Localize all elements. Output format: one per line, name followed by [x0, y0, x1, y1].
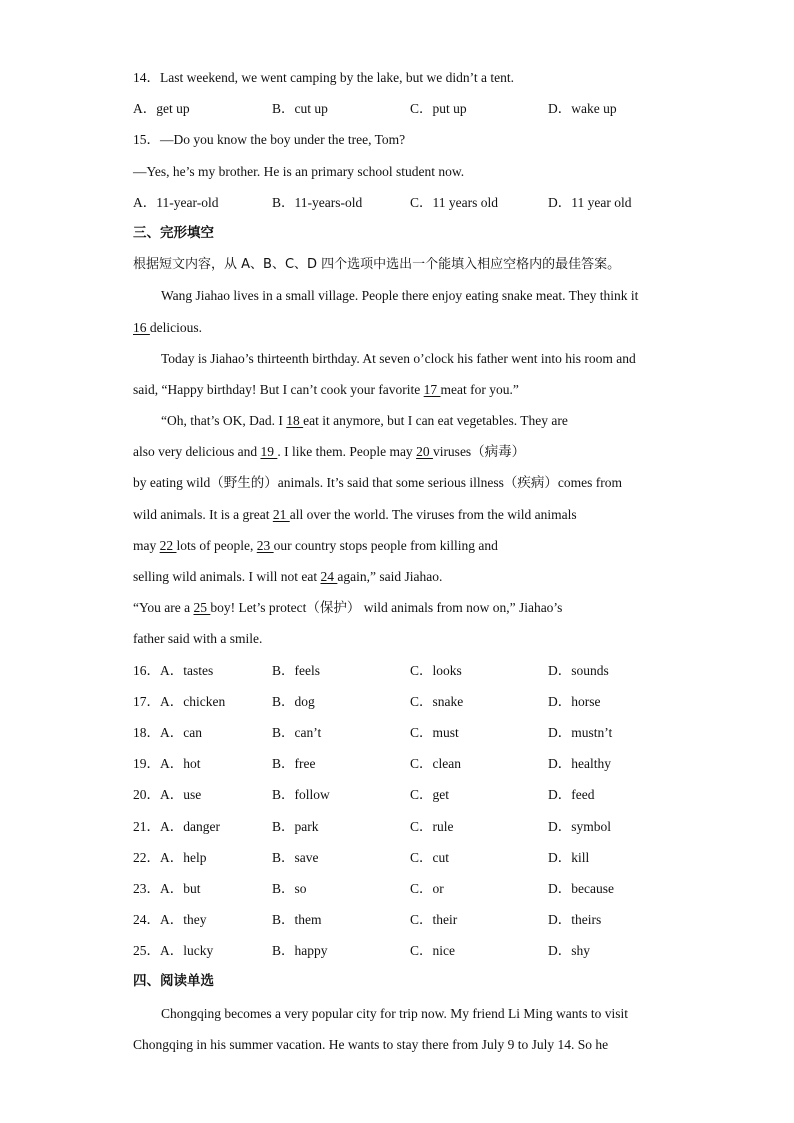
cloze-options-list — [133, 655, 663, 967]
option-text: D．healthy — [548, 756, 611, 772]
option-c — [410, 779, 449, 810]
question-14-stem: 14．Last weekend, we went camping by the lake, but we didn’t a tent. — [133, 70, 515, 85]
blank-22: 22 — [159, 537, 177, 553]
option-d: D．wake up — [548, 101, 617, 117]
option-text: A．can — [160, 724, 202, 740]
option-a: A．11-year-old — [133, 194, 219, 210]
option-text: B．so — [272, 880, 307, 896]
option-c: C．put up — [410, 101, 467, 117]
option-text: A．chicken — [160, 693, 226, 709]
option-a — [133, 904, 207, 935]
question-number: 23． — [133, 880, 160, 896]
blank-19: 19 — [260, 444, 278, 460]
option-text: A．but — [160, 880, 201, 896]
question-15-reply: —Yes, he’s my brother. He is an primary school student now. — [133, 163, 465, 179]
passage-line: selling wild animals. I will not eat 24 again,” said Jiahao. — [133, 569, 443, 584]
option-text: C．their — [410, 912, 458, 928]
passage-line: also very delicious and 19 . I like them. People may 20 viruses（病毒） — [133, 444, 526, 460]
cloze-option-row — [133, 842, 663, 873]
option-text: C．snake — [410, 693, 464, 709]
question-14-options — [133, 93, 663, 124]
blank-20: 20 — [416, 444, 433, 460]
passage-line: Wang Jiahao lives in a small village. People there enjoy eating snake meat. They think it — [161, 288, 639, 304]
cloze-option-row — [133, 717, 663, 748]
option-b: B．11-years-old — [272, 194, 363, 210]
question-number: 20． — [133, 787, 160, 803]
option-text: A．use — [160, 787, 202, 803]
option-c — [410, 717, 459, 748]
option-text: D．mustn’t — [548, 724, 613, 740]
option-b — [272, 779, 330, 810]
option-a — [133, 935, 213, 966]
option-c — [410, 873, 444, 904]
option-a — [133, 842, 207, 873]
option-c — [410, 904, 457, 935]
option-c — [410, 842, 449, 873]
option-b — [272, 842, 319, 873]
option-a — [133, 779, 201, 810]
question-number: 21． — [133, 818, 160, 834]
option-text: C．get — [410, 787, 449, 803]
cloze-option-row — [133, 748, 663, 779]
question-number: 24． — [133, 912, 160, 928]
option-d — [548, 717, 612, 748]
option-c — [410, 655, 462, 686]
option-d — [548, 873, 614, 904]
option-d — [548, 904, 601, 935]
passage-line: Chongqing becomes a very popular city for trip now. My friend Li Ming wants to visit — [161, 1005, 629, 1021]
option-b — [272, 873, 307, 904]
option-a — [133, 686, 225, 717]
option-text: D．symbol — [548, 818, 612, 834]
cloze-option-row — [133, 873, 663, 904]
question-15-stem: 15．—Do you know the boy under the tree, Tom? — [133, 132, 406, 148]
option-text: C．looks — [410, 662, 462, 678]
option-d — [548, 686, 601, 717]
option-b — [272, 811, 319, 842]
option-text: C．clean — [410, 756, 461, 772]
option-text: B．can’t — [272, 724, 322, 740]
blank-24: 24 — [320, 569, 338, 584]
option-text: C．rule — [410, 818, 454, 834]
option-text: A．tastes — [160, 662, 214, 678]
option-c — [410, 686, 463, 717]
option-b — [272, 904, 322, 935]
passage-line: wild animals. It is a great 21 all over the world. The viruses from the wild animals — [133, 506, 577, 522]
option-text: D．because — [548, 880, 614, 896]
cloze-option-row — [133, 811, 663, 842]
option-text: C．must — [410, 724, 459, 740]
cloze-option-row — [133, 686, 663, 717]
option-c — [410, 811, 454, 842]
option-c: C．11 years old — [410, 194, 498, 210]
blank-21: 21 — [272, 506, 290, 522]
passage-line: 16 delicious. — [133, 319, 202, 335]
option-b — [272, 686, 315, 717]
option-text: A．help — [160, 849, 207, 865]
option-c — [410, 935, 455, 966]
option-b — [272, 655, 320, 686]
option-text: D．sounds — [548, 662, 609, 678]
blank-16: 16 — [133, 319, 150, 335]
cloze-option-row — [133, 904, 663, 935]
question-number: 19． — [133, 756, 160, 772]
section-3-heading: 三、完形填空 — [133, 224, 214, 241]
option-a — [133, 717, 202, 748]
option-text: B．them — [272, 912, 322, 928]
option-b — [272, 935, 328, 966]
option-b: B．cut up — [272, 101, 328, 117]
option-d: D．11 year old — [548, 194, 632, 210]
option-text: A．they — [160, 912, 207, 928]
option-text: C．or — [410, 880, 444, 896]
option-text: B．dog — [272, 693, 315, 709]
passage-line: Today is Jiahao’s thirteenth birthday. At seven o’clock his father went into his room and — [161, 350, 636, 366]
option-text: B．park — [272, 818, 319, 834]
passage-line: said, “Happy birthday! But I can’t cook your favorite 17 meat for you.” — [133, 381, 519, 397]
option-a — [133, 811, 220, 842]
option-text: A．danger — [160, 818, 220, 834]
option-text: D．feed — [548, 787, 595, 803]
cloze-option-row — [133, 655, 663, 686]
blank-18: 18 — [286, 413, 304, 429]
section-4-heading: 四、阅读单选 — [133, 973, 214, 990]
option-text: A．hot — [160, 756, 201, 772]
option-a — [133, 748, 201, 779]
option-text: B．feels — [272, 662, 320, 678]
passage-line: Chongqing in his summer vacation. He wants to stay there from July 9 to July 14. So he — [133, 1036, 609, 1052]
question-number: 25． — [133, 943, 160, 959]
option-c — [410, 748, 461, 779]
option-d — [548, 811, 611, 842]
option-text: D．theirs — [548, 912, 602, 928]
option-b — [272, 717, 321, 748]
option-d — [548, 748, 611, 779]
passage-line: may 22 lots of people, 23 our country stops people from killing and — [133, 537, 498, 553]
option-text: C．cut — [410, 849, 449, 865]
cloze-option-row — [133, 935, 663, 966]
option-a — [133, 873, 201, 904]
option-text: D．shy — [548, 943, 591, 959]
question-number: 22． — [133, 849, 160, 865]
passage-line: by eating wild（野生的）animals. It’s said that some serious illness（疾病）comes from — [133, 475, 622, 491]
passage-line: father said with a smile. — [133, 631, 263, 647]
option-text: D．horse — [548, 693, 601, 709]
worksheet-page — [133, 62, 663, 1060]
cloze-option-row — [133, 779, 663, 810]
option-b — [272, 748, 315, 779]
option-d — [548, 935, 590, 966]
blank-25: 25 — [193, 600, 211, 616]
question-number: 18． — [133, 724, 160, 740]
blank-17: 17 — [423, 381, 441, 397]
option-a — [133, 655, 213, 686]
option-text: A．lucky — [160, 943, 214, 959]
question-number: 17． — [133, 693, 160, 709]
passage-line: “Oh, that’s OK, Dad. I 18 eat it anymore, but I can eat vegetables. They are — [161, 413, 568, 429]
blank-23: 23 — [256, 537, 274, 553]
option-text: B．free — [272, 756, 316, 772]
option-d — [548, 779, 594, 810]
section-3-instruction: 根据短文内容，从 A、B、C、D 四个选项中选出一个能填入相应空格内的最佳答案。 — [133, 257, 621, 273]
option-text: B．save — [272, 849, 319, 865]
option-text: B．happy — [272, 943, 328, 959]
option-d — [548, 655, 609, 686]
question-number: 16． — [133, 662, 160, 678]
option-text: B．follow — [272, 787, 330, 803]
option-text: D．kill — [548, 849, 590, 865]
option-text: C．nice — [410, 943, 455, 959]
option-a: A．get up — [133, 101, 190, 117]
option-d — [548, 842, 589, 873]
question-15-options — [133, 187, 663, 218]
passage-line: “You are a 25 boy! Let’s protect（保护） wild animals from now on,” Jiahao’s — [133, 600, 563, 616]
